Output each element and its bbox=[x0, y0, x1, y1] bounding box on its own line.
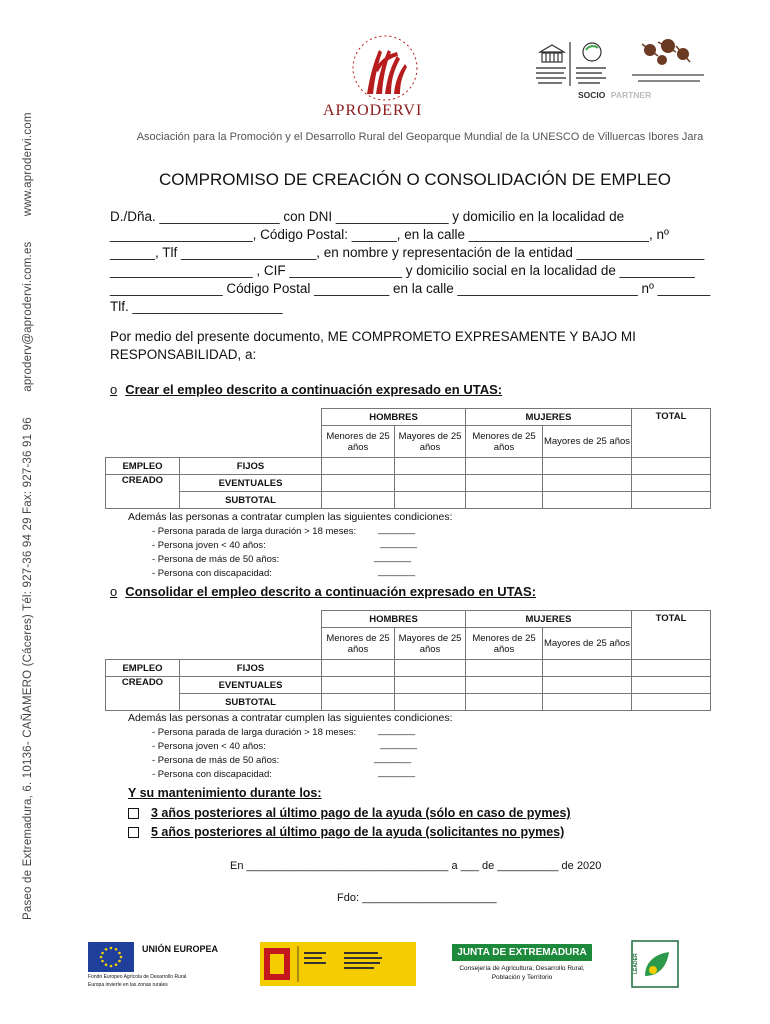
maintenance-heading: Y su mantenimiento durante los: bbox=[128, 786, 322, 800]
option-3-years-label: 3 años posteriores al último pago de la ayuda (sólo en caso de pymes) bbox=[151, 806, 571, 820]
association-subtitle: Asociación para la Promoción y el Desarrollo Rural del Geoparque Mundial de la UNESCO de Villuercas Ibores Jara bbox=[136, 131, 704, 143]
section-heading-consolidar bbox=[110, 584, 536, 599]
mujeres-header: MUJERES bbox=[466, 409, 632, 426]
fijos-label: FIJOS bbox=[180, 660, 322, 677]
condition-item: - Persona de más de 50 años: bbox=[152, 755, 280, 766]
table-cell[interactable] bbox=[395, 492, 466, 509]
table-cell[interactable] bbox=[466, 694, 543, 711]
eu-title: UNIÓN EUROPEA bbox=[142, 944, 219, 954]
bullet-icon: o bbox=[110, 382, 118, 397]
intro-line: _______________ Código Postal __________ en la calle ________________________ nº _______ bbox=[110, 281, 711, 296]
side-address: Paseo de Extremadura, 6. 10136- CAÑAMERO (Cáceres) Tél: 927-36 94 29 Fax: 927-36 91 96 bbox=[22, 417, 34, 920]
condition-item: - Persona joven < 40 años: bbox=[152, 540, 266, 551]
conditions-crear bbox=[128, 511, 453, 579]
condition-item: - Persona parada de larga duración > 18 meses: bbox=[152, 727, 357, 738]
hombres-mayores-header: Mayores de 25 años bbox=[395, 628, 466, 660]
table-cell[interactable] bbox=[543, 492, 632, 509]
maintenance-option-3[interactable] bbox=[128, 806, 571, 820]
socio-partner bbox=[578, 90, 651, 100]
mujeres-menores-header: Menores de 25 años bbox=[466, 426, 543, 458]
conditions-intro: Además las personas a contratar cumplen las siguientes condiciones: bbox=[128, 712, 453, 724]
table-cell[interactable] bbox=[322, 492, 395, 509]
hombres-menores-header: Menores de 25 años bbox=[322, 426, 395, 458]
option-5-years-label: 5 años posteriores al último pago de la ayuda (solicitantes no pymes) bbox=[151, 825, 565, 839]
table-cell[interactable] bbox=[632, 677, 711, 694]
condition-item: - Persona con discapacidad: bbox=[152, 568, 272, 579]
table-cell[interactable] bbox=[322, 660, 395, 677]
place-date-line[interactable]: En _________________________________ a ___ de __________ de 2020 bbox=[230, 860, 602, 872]
unesco-logo-icon bbox=[530, 40, 620, 88]
intro-line: Tlf. ____________________ bbox=[110, 299, 283, 314]
section-heading-text: Crear el empleo descrito a continuación expresado en UTAS: bbox=[125, 382, 503, 397]
table-cell[interactable] bbox=[543, 694, 632, 711]
table-cell[interactable] bbox=[322, 475, 395, 492]
table-cell[interactable] bbox=[466, 458, 543, 475]
socio-label: SOCIO bbox=[578, 90, 606, 100]
table-cell[interactable] bbox=[466, 660, 543, 677]
table-cell[interactable] bbox=[632, 492, 711, 509]
partner-label: PARTNER bbox=[610, 90, 652, 100]
table-cell[interactable] bbox=[322, 458, 395, 475]
conditions-consolidar bbox=[128, 712, 453, 780]
table-cell[interactable] bbox=[466, 492, 543, 509]
signature-line[interactable]: Fdo: ______________________ bbox=[337, 892, 497, 904]
condition-item: - Persona de más de 50 años: bbox=[152, 554, 280, 565]
total-header: TOTAL bbox=[632, 611, 711, 660]
hombres-header: HOMBRES bbox=[322, 409, 466, 426]
junta-title: JUNTA DE EXTREMADURA bbox=[452, 944, 592, 961]
condition-item: - Persona parada de larga duración > 18 meses: bbox=[152, 526, 357, 537]
intro-line: ___________________, Código Postal: ______, en la calle ________________________, nº bbox=[110, 227, 669, 242]
table-cell[interactable] bbox=[632, 660, 711, 677]
side-email: aproderv@aprodervi.com.es bbox=[22, 241, 34, 392]
table-cell[interactable] bbox=[466, 677, 543, 694]
conditions-intro: Además las personas a contratar cumplen las siguientes condiciones: bbox=[128, 511, 453, 523]
condition-blank[interactable]: _______ bbox=[374, 552, 411, 563]
table-cell[interactable] bbox=[395, 694, 466, 711]
hombres-mayores-header: Mayores de 25 años bbox=[395, 426, 466, 458]
gobierno-espana-logo-icon bbox=[260, 942, 416, 986]
hombres-header: HOMBRES bbox=[322, 611, 466, 628]
statement-line: Por medio del presente documento, ME COMPROMETO EXPRESAMENTE Y BAJO MI bbox=[110, 329, 636, 344]
section-heading-crear bbox=[110, 382, 502, 397]
intro-paragraph bbox=[110, 208, 715, 316]
eventuales-label: EVENTUALES bbox=[180, 677, 322, 694]
junta-dept-line: Consejería de Agricultura, Desarrollo Rural, bbox=[459, 965, 585, 972]
table-cell[interactable] bbox=[395, 677, 466, 694]
mujeres-mayores-header: Mayores de 25 años bbox=[543, 426, 632, 458]
eu-logo bbox=[88, 942, 238, 992]
eventuales-label: EVENTUALES bbox=[180, 475, 322, 492]
condition-item: - Persona con discapacidad: bbox=[152, 769, 272, 780]
condition-blank[interactable]: _______ bbox=[380, 538, 417, 549]
mujeres-mayores-header: Mayores de 25 años bbox=[543, 628, 632, 660]
statement-paragraph bbox=[110, 328, 715, 364]
condition-blank[interactable]: _______ bbox=[380, 739, 417, 750]
eu-tagline: Europa invierte en las zonas rurales bbox=[88, 982, 168, 988]
total-header: TOTAL bbox=[632, 409, 711, 458]
table-cell[interactable] bbox=[466, 475, 543, 492]
table-cell[interactable] bbox=[395, 475, 466, 492]
checkbox-3-years[interactable] bbox=[128, 808, 139, 819]
table-cell[interactable] bbox=[632, 458, 711, 475]
condition-blank[interactable]: _______ bbox=[378, 524, 415, 535]
intro-line: ___________________ , CIF _______________ y domicilio social en la localidad de __________ bbox=[110, 263, 695, 278]
mujeres-header: MUJERES bbox=[466, 611, 632, 628]
table-cell[interactable] bbox=[543, 677, 632, 694]
intro-line: D./Dña. ________________ con DNI _______________ y domicilio en la localidad de bbox=[110, 209, 625, 224]
utas-table-crear bbox=[105, 408, 711, 509]
aprodervi-logo-icon bbox=[345, 30, 425, 104]
bullet-icon: o bbox=[110, 584, 118, 599]
hombres-menores-header: Menores de 25 años bbox=[322, 628, 395, 660]
subtotal-label: SUBTOTAL bbox=[180, 492, 322, 509]
utas-table-consolidar bbox=[105, 610, 711, 711]
table-cell[interactable] bbox=[543, 660, 632, 677]
fijos-label: FIJOS bbox=[180, 458, 322, 475]
junta-extremadura-logo bbox=[452, 944, 597, 988]
intro-line: ______, Tlf __________________, en nombre y representación de la entidad _________________ bbox=[110, 245, 705, 260]
logo-name: APRODERVI bbox=[323, 102, 423, 119]
eu-flag-icon bbox=[88, 942, 134, 972]
empleo-label: EMPLEO bbox=[106, 458, 180, 475]
page-title: COMPROMISO DE CREACIÓN O CONSOLIDACIÓN DE EMPLEO bbox=[159, 170, 671, 189]
table-cell[interactable] bbox=[395, 660, 466, 677]
subtotal-label: SUBTOTAL bbox=[180, 694, 322, 711]
leader-logo bbox=[631, 940, 679, 988]
maintenance-option-5[interactable] bbox=[128, 825, 564, 839]
table-cell[interactable] bbox=[632, 475, 711, 492]
section-heading-text: Consolidar el empleo descrito a continuación expresado en UTAS: bbox=[125, 584, 537, 599]
table-cell[interactable] bbox=[322, 694, 395, 711]
side-web: www.aprodervi.com bbox=[22, 112, 34, 217]
condition-blank[interactable]: _______ bbox=[374, 753, 411, 764]
table-cell[interactable] bbox=[543, 475, 632, 492]
junta-dept-line: Población y Territorio bbox=[491, 974, 553, 981]
geopark-logo-icon bbox=[628, 36, 708, 88]
condition-blank[interactable]: _______ bbox=[378, 566, 415, 577]
mujeres-menores-header: Menores de 25 años bbox=[466, 628, 543, 660]
eu-fund: Fondo Europeo Agrícola de Desarrollo Rural bbox=[88, 974, 187, 980]
condition-blank[interactable]: _______ bbox=[378, 767, 415, 778]
side-contact bbox=[22, 90, 34, 920]
statement-line: RESPONSABILIDAD, a: bbox=[110, 347, 257, 362]
table-cell[interactable] bbox=[543, 458, 632, 475]
table-cell[interactable] bbox=[395, 458, 466, 475]
empleo-label: EMPLEO bbox=[106, 660, 180, 677]
condition-blank[interactable]: _______ bbox=[378, 725, 415, 736]
table-cell[interactable] bbox=[632, 694, 711, 711]
checkbox-5-years[interactable] bbox=[128, 827, 139, 838]
leader-label: LEADER bbox=[633, 953, 639, 974]
condition-item: - Persona joven < 40 años: bbox=[152, 741, 266, 752]
creado-label: CREADO bbox=[106, 475, 180, 509]
table-cell[interactable] bbox=[322, 677, 395, 694]
creado-label: CREADO bbox=[106, 677, 180, 711]
